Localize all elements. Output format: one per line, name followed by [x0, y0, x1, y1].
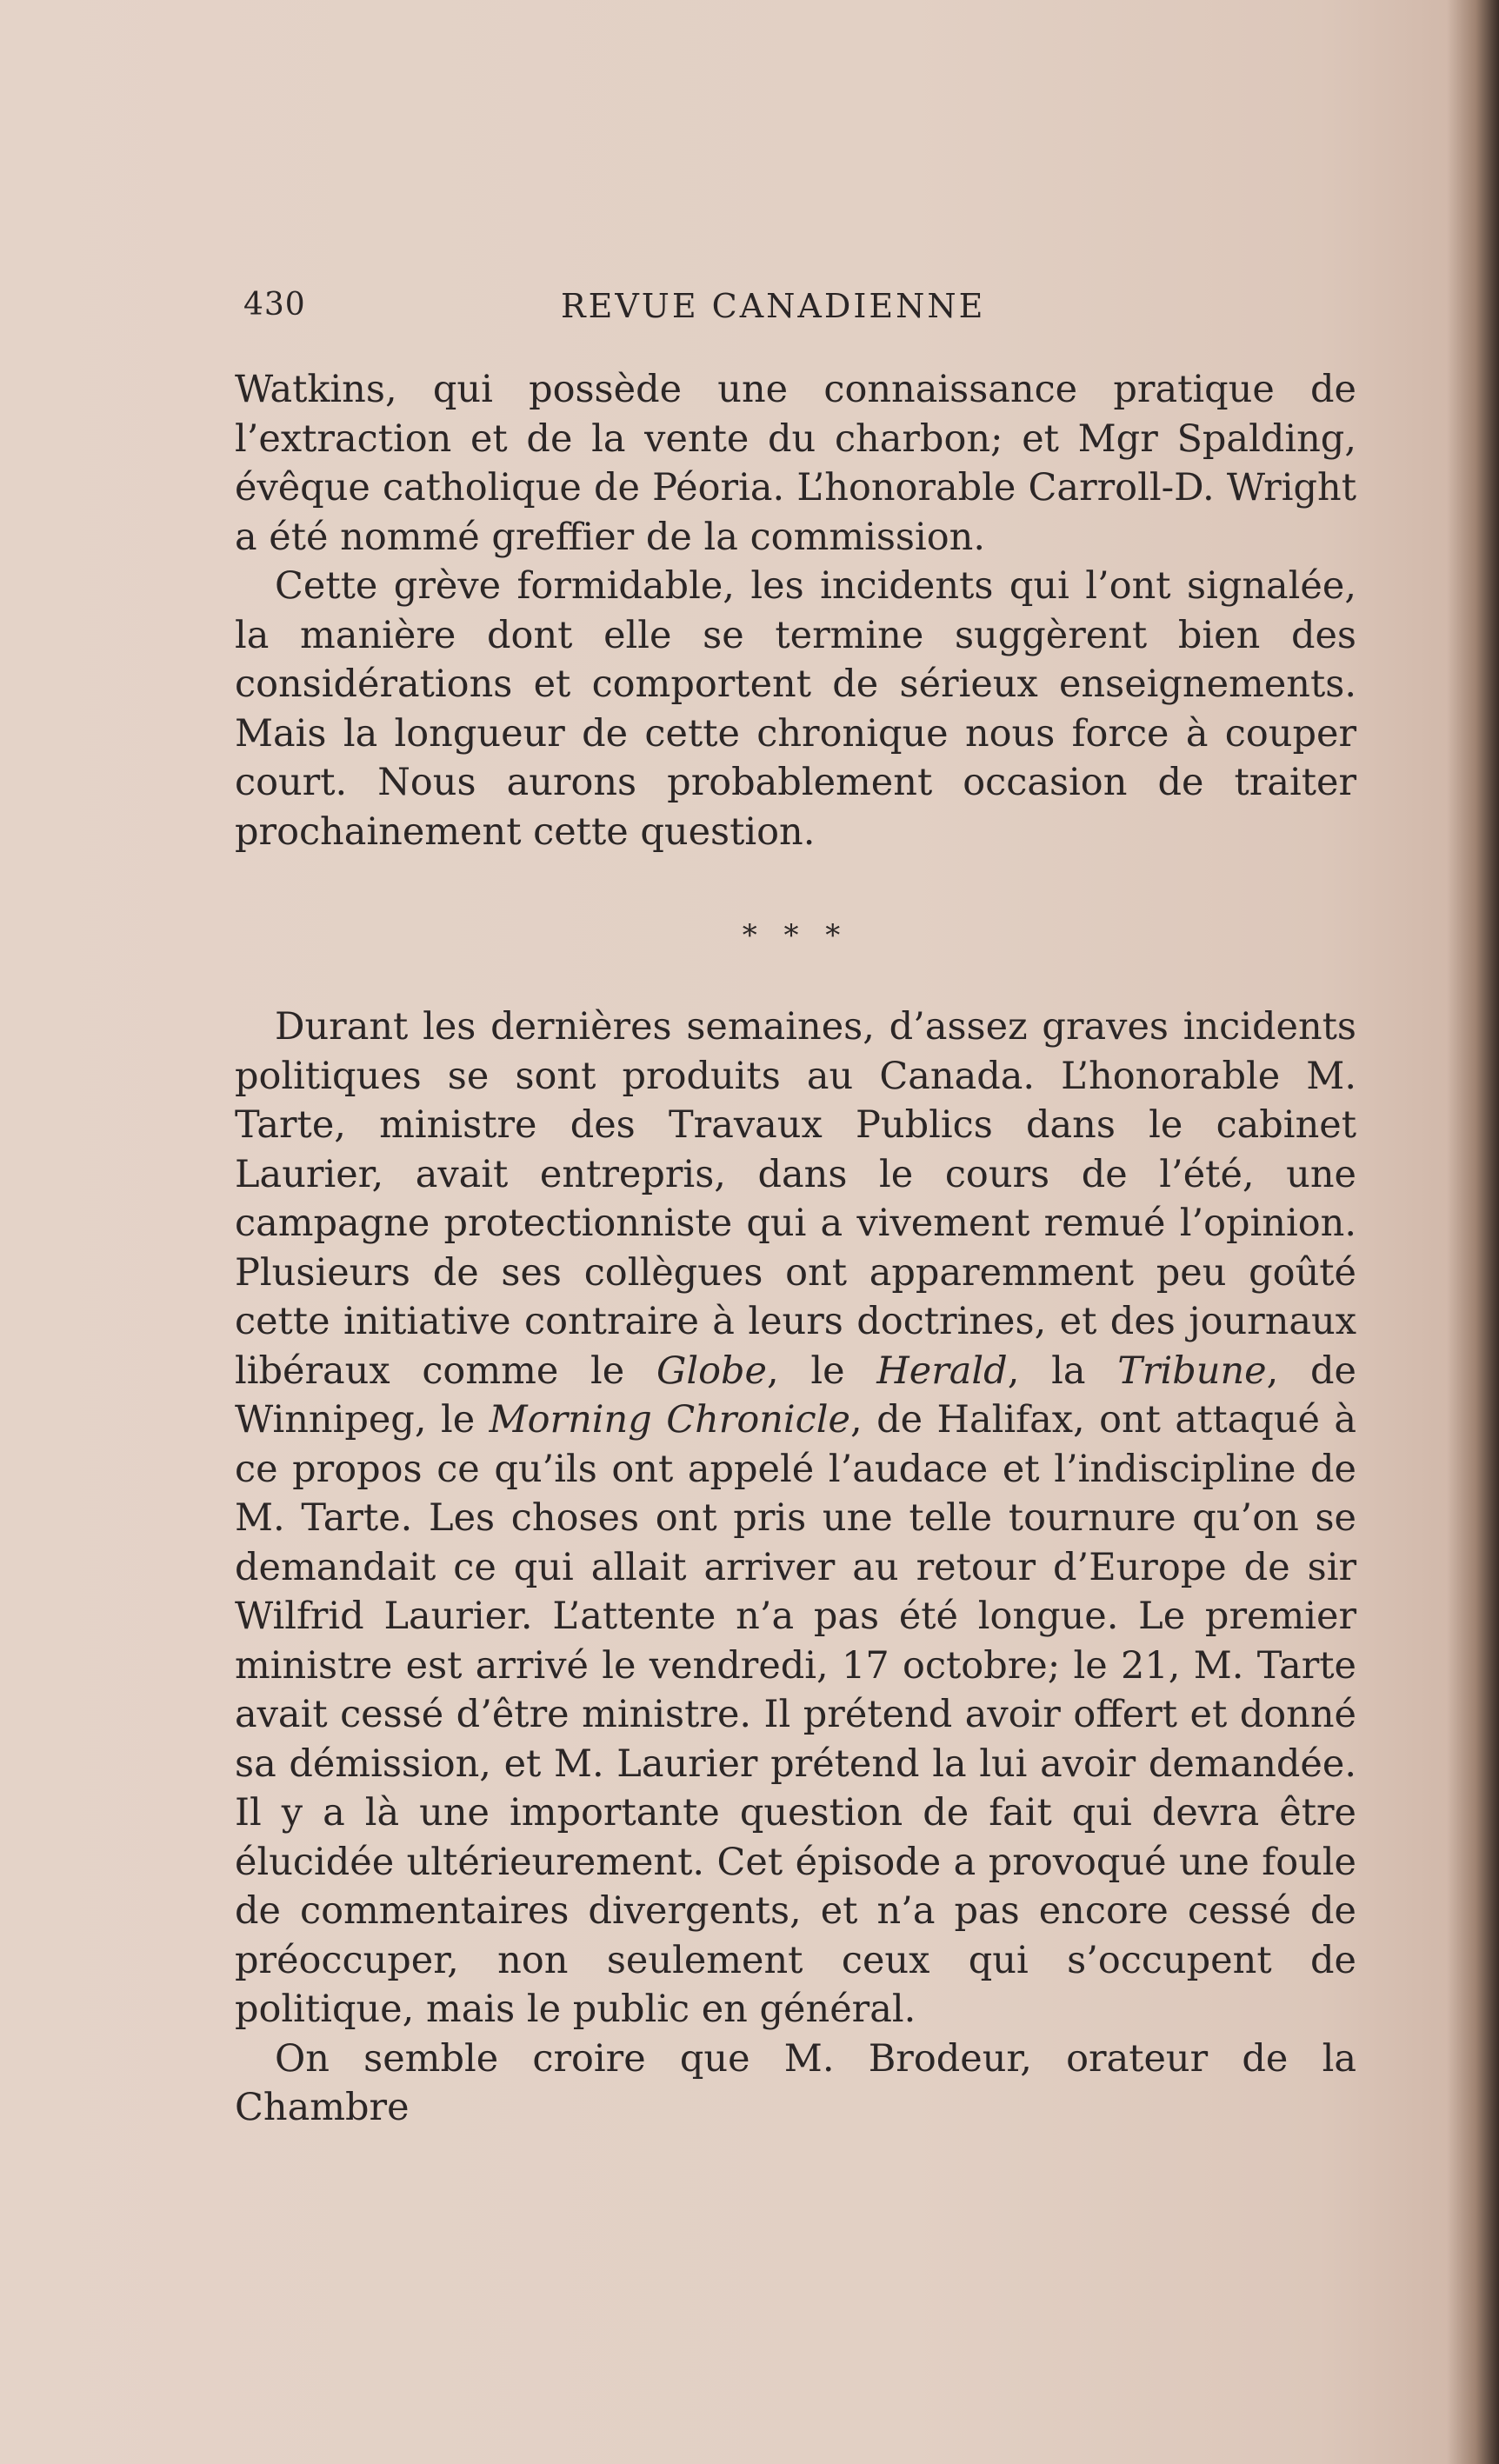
page-header: [243, 287, 1113, 330]
newspaper-morning-chronicle: Morning Chronicle: [489, 1398, 850, 1442]
running-title: REVUE CANADIENNE: [561, 287, 986, 325]
newspaper-herald: Herald: [876, 1349, 1008, 1393]
separator-text-1: , le: [766, 1349, 877, 1393]
paragraph-1: Watkins, qui possède une connaissance pratique de l’extraction et de la vente du charbon; et Mgr Spalding, évêque catholique de Péoria. L’honorable Carroll-D. Wright a été nommé greffier de la commission.: [235, 368, 1356, 559]
binding-shadow: [1447, 0, 1499, 2464]
paragraph-4: On semble croire que M. Brodeur, orateur de la Chambre: [235, 2036, 1356, 2129]
paragraph-2: Cette grève formidable, les incidents qui l’ont signalée, la manière dont elle se termine suggèrent bien des considérations et comportent de sérieux enseignements. Mais la longueur de cette chronique nous force à couper court. Nous aurons probablement occasion de traiter prochainement cette question.: [235, 564, 1356, 854]
section-separator: * * *: [742, 918, 849, 953]
paragraph-3: [235, 1002, 1356, 2034]
body-text: [235, 365, 1356, 2133]
newspaper-globe: Globe: [656, 1349, 767, 1393]
paragraph-3-part-a: Durant les dernières semaines, d’assez graves incidents politiques se sont produits au Canada. L’honorable M. Tarte, ministre des Travaux Publics dans le cabinet Laurier, avait entrepris, dans le cours de l’été, une campagne protectionniste qui a vivement remué l’opinion. Plusieurs de ses collègues ont apparemment peu goûté cette initiative contraire à leurs doctrines, et des journaux libéraux comme le: [235, 1005, 1356, 1393]
page-number: 430: [243, 287, 306, 323]
separator-text-3: , de Winnipeg, le: [235, 1349, 1356, 1442]
paragraph-3-part-b: , de Halifax, ont attaqué à ce propos ce qu’ils ont appelé l’audace et l’indiscipline de M. Tarte. Les choses ont pris une telle tournure qu’on se demandait ce qui allait arriver au retour d’Europe de sir Wilfrid Laurier. L’attente n’a pas été longue. Le premier ministre est arrivé le vendredi, 17 octobre; le 21, M. Tarte avait cessé d’être ministre. Il prétend avoir offert et donné sa démission, et M. Laurier prétend la lui avoir demandée. Il y a là une importante question de fait qui devra être élucidée ultérieurement. Cet épisode a provoqué une foule de commentaires divergents, et n’a pas encore cessé de préoccuper, non seulement ceux qui s’occupent de politique, mais le public en général.: [235, 1398, 1356, 2031]
newspaper-tribune: Tribune: [1117, 1349, 1267, 1393]
separator-text-2: , la: [1007, 1349, 1118, 1393]
